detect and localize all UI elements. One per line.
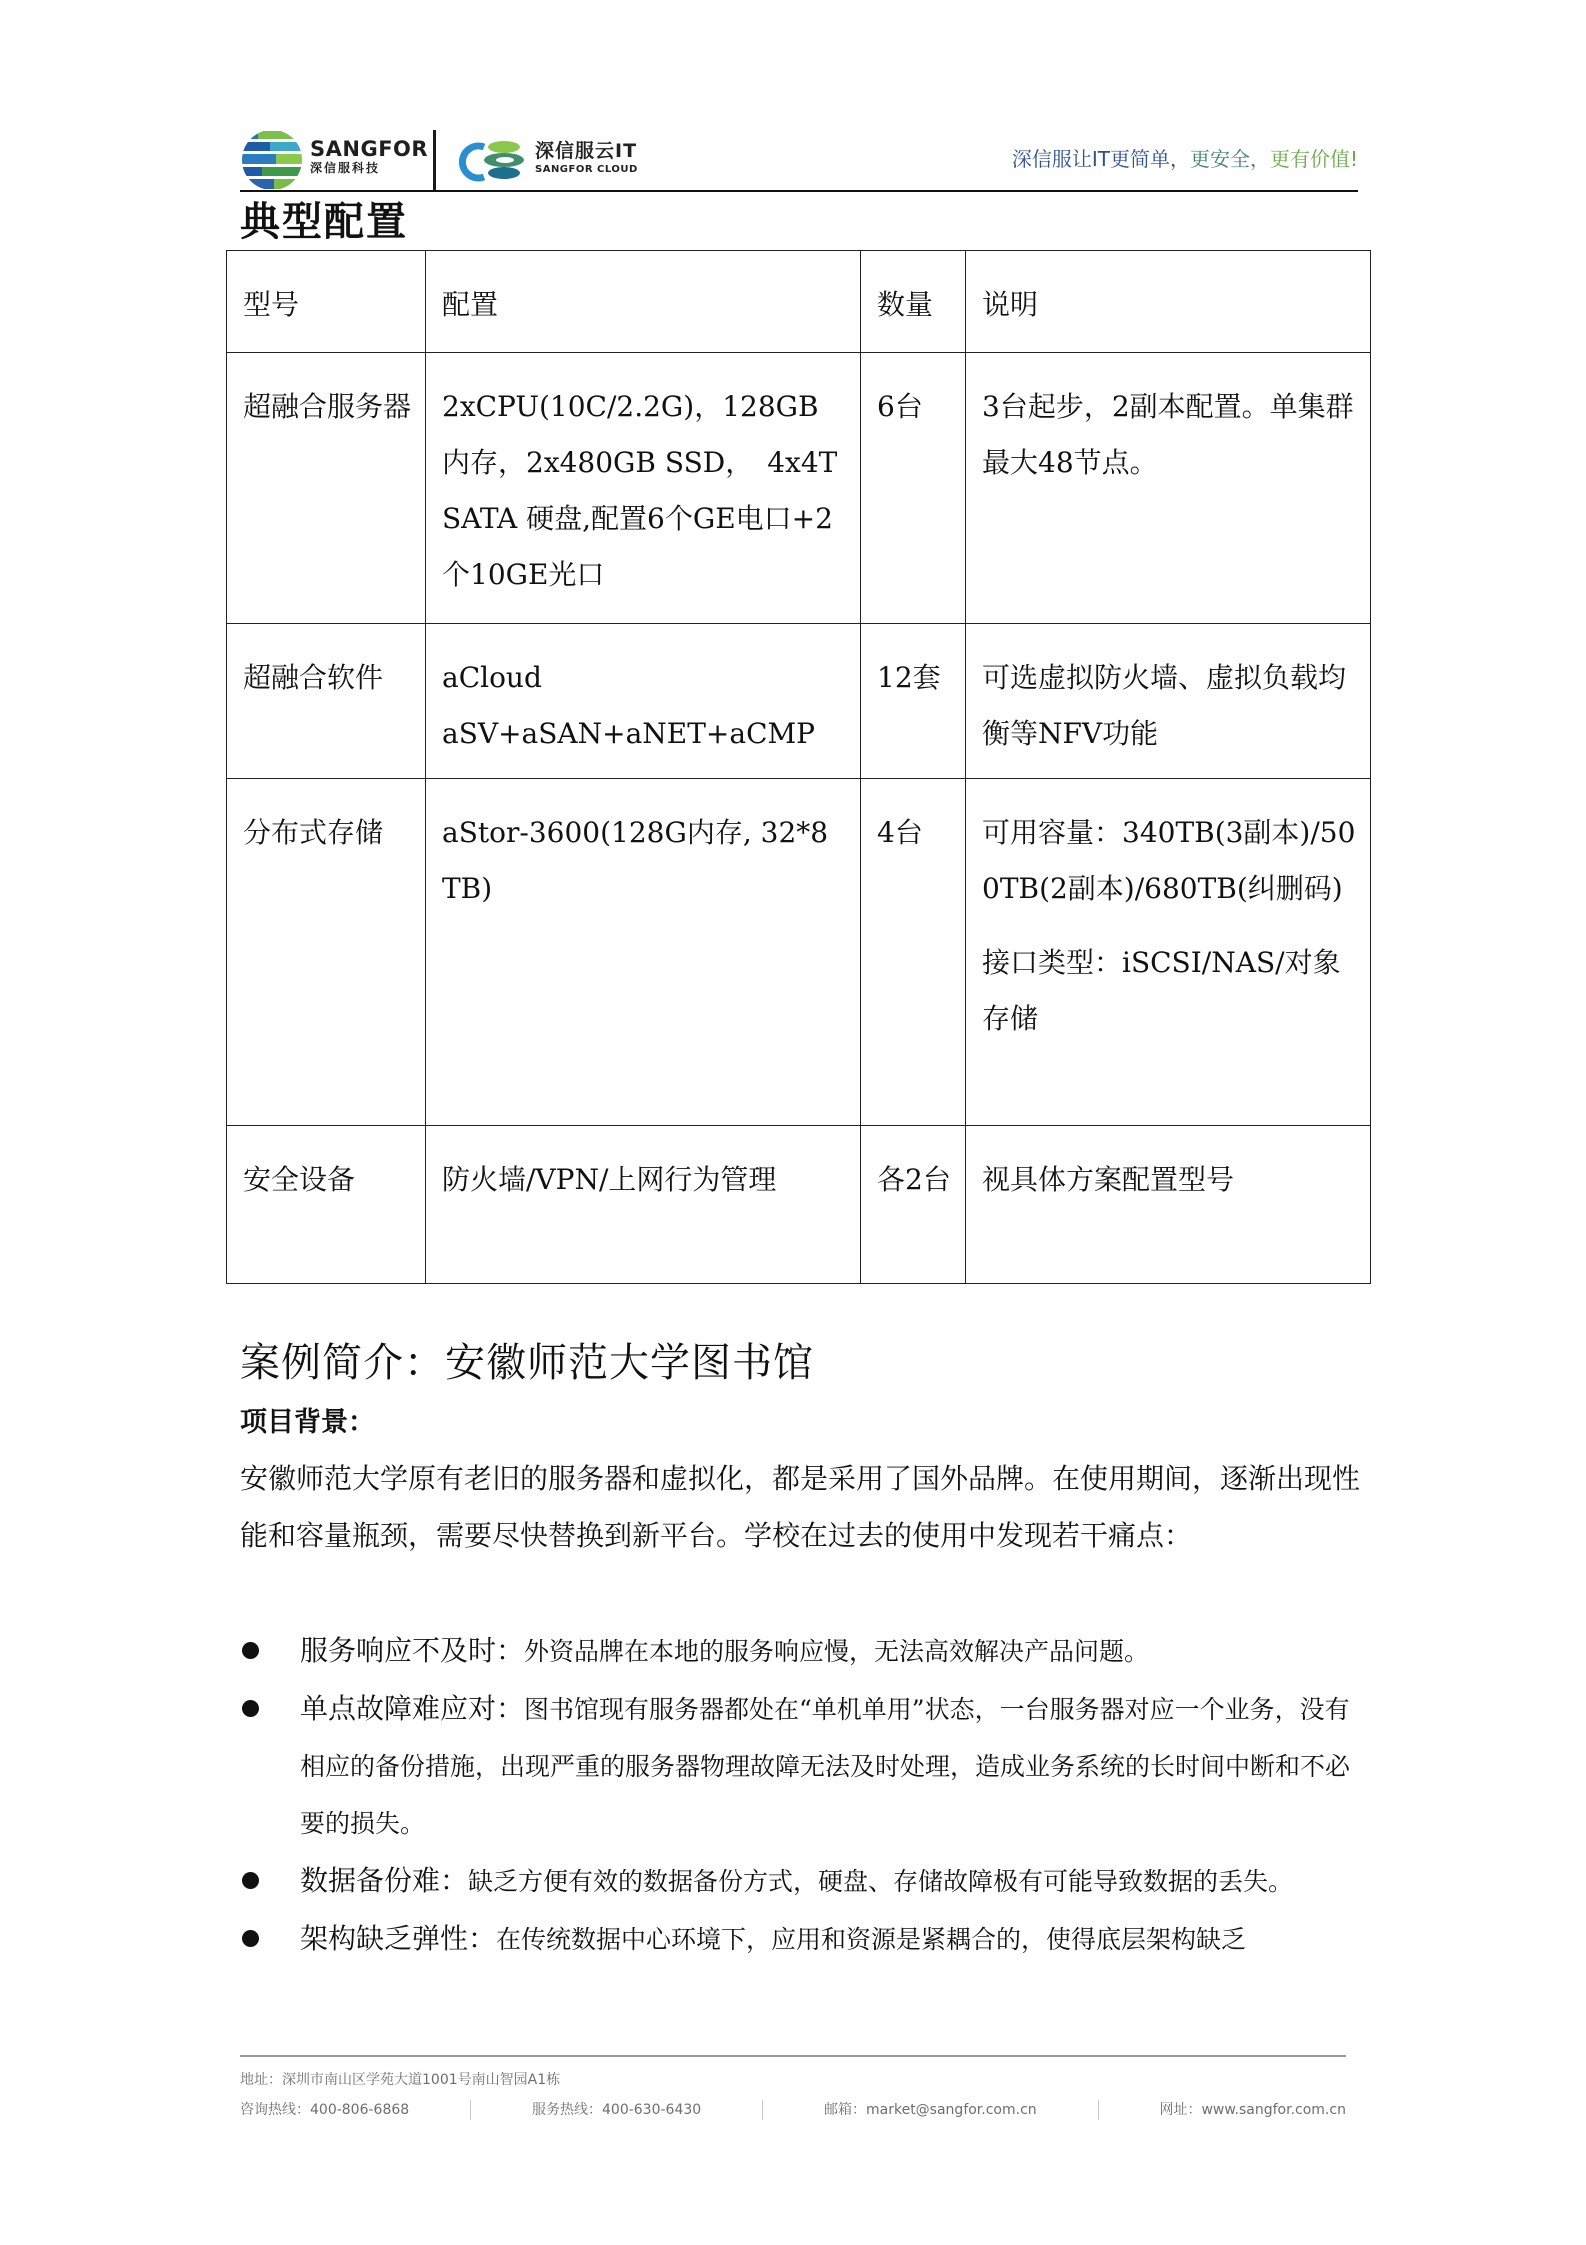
footer-address: 地址：深圳市南山区学苑大道1001号南山智园A1栋 bbox=[240, 2072, 561, 2088]
list-item bbox=[240, 1852, 1360, 1910]
table-row bbox=[227, 353, 1371, 624]
brand-name-en: SANGFOR bbox=[310, 137, 429, 161]
sangfor-cloud-logo-icon bbox=[458, 133, 530, 188]
column-header-note: 说明 bbox=[966, 251, 1371, 353]
cell-note-line: 视具体方案配置型号 bbox=[982, 1163, 1235, 1196]
list-item-text: 外资品牌在本地的服务响应慢，无法高效解决产品问题。 bbox=[524, 1637, 1150, 1666]
sangfor-globe-logo-icon bbox=[240, 128, 304, 192]
table-row bbox=[227, 1126, 1371, 1284]
cell-model: 分布式存储 bbox=[227, 779, 426, 1126]
cell-note-line: 可用容量：340TB(3副本)/500TB(2副本)/680TB(纠删码) bbox=[982, 816, 1356, 905]
project-background-heading: 项目背景： bbox=[240, 1407, 375, 1438]
cell-config-line: aSV+aSAN+aNET+aCMP bbox=[442, 717, 816, 750]
list-item-lead: 架构缺乏弹性： bbox=[300, 1922, 497, 1955]
bullet-icon bbox=[242, 1930, 259, 1947]
brand-name-cn: 深信服科技 bbox=[310, 161, 381, 175]
cell-note-line: 可选虚拟防火墙、虚拟负载均衡等NFV功能 bbox=[982, 661, 1347, 750]
footer-service-hotline: 服务热线：400-630-6430 bbox=[532, 2102, 702, 2118]
cell-config-line: aCloud bbox=[442, 661, 542, 694]
bullet-icon bbox=[242, 1872, 259, 1889]
column-header-model: 型号 bbox=[227, 251, 426, 353]
cell-config bbox=[426, 353, 861, 624]
cell-qty: 6台 bbox=[861, 353, 966, 624]
pain-points-list bbox=[240, 1622, 1360, 1968]
cell-config-line: aStor-3600(128G内存, 32*8TB) bbox=[442, 816, 829, 905]
footer-contacts bbox=[240, 2100, 1346, 2120]
slogan-part-2: 更安全， bbox=[1189, 147, 1270, 171]
project-background-paragraph: 安徽师范大学原有老旧的服务器和虚拟化，都是采用了国外品牌。在使用期间，逐渐出现性能和容量瓶颈，需要尽快替换到新平台。学校在过去的使用中发现若干痛点： bbox=[240, 1462, 1361, 1552]
footer-separator bbox=[470, 2100, 471, 2120]
cell-model: 超融合服务器 bbox=[227, 353, 426, 624]
cell-config bbox=[426, 624, 861, 779]
cell-config bbox=[426, 1126, 861, 1284]
section-title-typical-config: 典型配置 bbox=[240, 198, 408, 245]
footer-rule bbox=[240, 2055, 1346, 2057]
table-header-row bbox=[227, 251, 1371, 353]
cell-model: 超融合软件 bbox=[227, 624, 426, 779]
table-row bbox=[227, 779, 1371, 1126]
footer-email: 邮箱：market@sangfor.com.cn bbox=[824, 2102, 1037, 2118]
column-header-qty: 数量 bbox=[861, 251, 966, 353]
config-table bbox=[226, 250, 1371, 1284]
cell-config-line: 2xCPU(10C/2.2G)，128GB内存，2x480GB SSD， 4x4T SATA 硬盘,配置6个GE电口+2个10GE光口 bbox=[442, 390, 838, 591]
list-item bbox=[240, 1910, 1360, 1968]
footer-separator bbox=[1098, 2100, 1099, 2120]
slogan-part-3: 更有价值! bbox=[1269, 147, 1358, 171]
list-item-text: 图书馆现有服务器都处在“单机单用”状态，一台服务器对应一个业务，没有相应的备份措施，出现严重的服务器物理故障无法及时处理，造成业务系统的长时间中断和不必要的损失。 bbox=[300, 1695, 1351, 1838]
cell-note bbox=[966, 624, 1371, 779]
cell-note bbox=[966, 1126, 1371, 1284]
sangfor-cloud-brand bbox=[535, 140, 638, 178]
list-item-lead: 服务响应不及时： bbox=[300, 1634, 525, 1667]
footer-consult-hotline: 咨询热线：400-806-6868 bbox=[240, 2102, 410, 2118]
header-rule bbox=[240, 190, 1358, 192]
footer-separator bbox=[762, 2100, 763, 2120]
header-slogan bbox=[1012, 146, 1358, 172]
footer-website: 网址：www.sangfor.com.cn bbox=[1159, 2102, 1346, 2118]
list-item-lead: 数据备份难： bbox=[300, 1864, 469, 1897]
cell-qty: 12套 bbox=[861, 624, 966, 779]
cell-note bbox=[966, 353, 1371, 624]
cell-note-line: 3台起步，2副本配置。单集群最大48节点。 bbox=[982, 390, 1354, 479]
cell-note bbox=[966, 779, 1371, 1126]
cell-note-line: 接口类型：iSCSI/NAS/对象存储 bbox=[982, 946, 1341, 1035]
column-header-config: 配置 bbox=[426, 251, 861, 353]
cell-config-line: 防火墙/VPN/上网行为管理 bbox=[442, 1163, 777, 1196]
list-item bbox=[240, 1622, 1360, 1680]
sangfor-brand bbox=[310, 138, 428, 176]
cloud-brand-name-en: SANGFOR CLOUD bbox=[535, 164, 638, 175]
bullet-icon bbox=[242, 1700, 259, 1717]
slogan-part-1: 深信服让IT更简单， bbox=[1011, 147, 1190, 171]
case-study-title: 案例简介：安徽师范大学图书馆 bbox=[240, 1340, 814, 1386]
list-item-text: 缺乏方便有效的数据备份方式，硬盘、存储故障极有可能导致数据的丢失。 bbox=[468, 1867, 1294, 1896]
bullet-icon bbox=[242, 1642, 259, 1659]
cloud-brand-name-cn: 深信服云IT bbox=[535, 140, 638, 162]
cell-model: 安全设备 bbox=[227, 1126, 426, 1284]
list-item-lead: 单点故障难应对： bbox=[300, 1692, 525, 1725]
table-row bbox=[227, 624, 1371, 779]
cell-config bbox=[426, 779, 861, 1126]
logo-divider bbox=[433, 130, 436, 192]
list-item bbox=[240, 1680, 1360, 1852]
cell-qty: 4台 bbox=[861, 779, 966, 1126]
cell-qty: 各2台 bbox=[861, 1126, 966, 1284]
list-item-text: 在传统数据中心环境下，应用和资源是紧耦合的，使得底层架构缺乏 bbox=[496, 1925, 1247, 1954]
